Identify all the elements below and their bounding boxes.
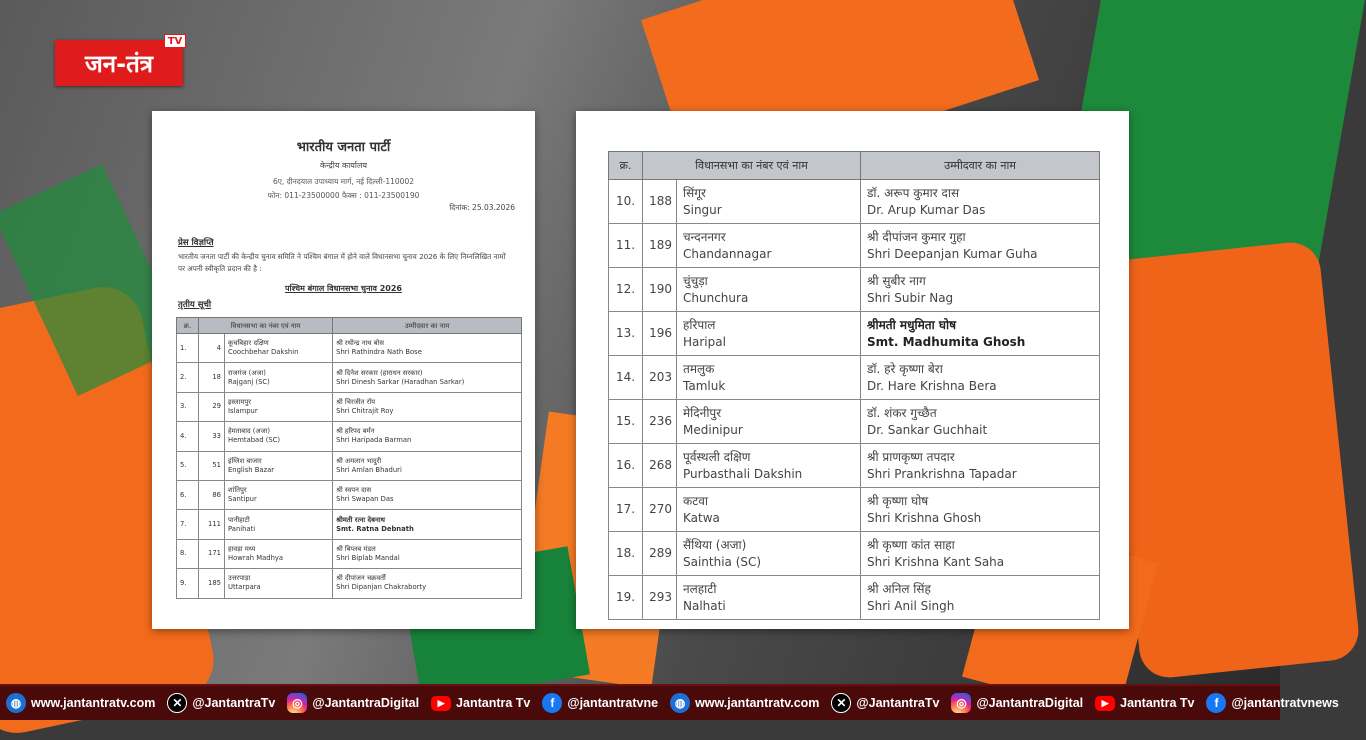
serial-number: 15. — [609, 400, 643, 444]
constituency-number: 270 — [643, 488, 677, 532]
candidate-name-english: Dr. Hare Krishna Bera — [867, 378, 997, 393]
serial-number: 7. — [177, 510, 199, 539]
constituency-name-hindi: राजगंज (अजा) — [228, 368, 266, 377]
constituency-name-hindi: उत्तरपाड़ा — [228, 574, 251, 583]
candidate-name-english: Shri Swapan Das — [336, 495, 394, 504]
candidate-name-hindi: श्री कृष्णा कांत साहा — [867, 537, 955, 552]
candidate-name — [861, 268, 1100, 312]
candidate-name-hindi: श्री अमलान भादुरी — [336, 456, 382, 465]
serial-number: 2. — [177, 363, 199, 392]
constituency-name-hindi: मेदिनीपुर — [683, 405, 722, 420]
ticker-item[interactable] — [1095, 696, 1194, 711]
serial-number: 4. — [177, 422, 199, 451]
web-icon: ◍ — [670, 693, 690, 713]
constituency-name — [677, 356, 861, 400]
candidate-name — [861, 488, 1100, 532]
constituency-number: 190 — [643, 268, 677, 312]
table-row — [177, 451, 522, 480]
table-row — [609, 224, 1100, 268]
candidate-name-english: Shri Amlan Bhaduri — [336, 465, 402, 474]
candidate-name — [333, 422, 522, 451]
constituency-number: 196 — [643, 312, 677, 356]
constituency-name — [677, 488, 861, 532]
constituency-name-hindi: सिंगूर — [683, 185, 706, 200]
candidate-name-english: Shri Chitrajit Roy — [336, 406, 394, 415]
constituency-name-english: Nalhati — [683, 598, 726, 613]
candidate-name-hindi: श्री अनिल सिंह — [867, 581, 931, 596]
serial-number: 5. — [177, 451, 199, 480]
candidate-name-english: Shri Rathindra Nath Bose — [336, 348, 422, 357]
ticker-text: @jantantratvnews — [1231, 696, 1339, 710]
constituency-name-hindi: नलहाटी — [683, 581, 717, 596]
constituency-name — [677, 532, 861, 576]
candidate-name-english: Shri Dipanjan Chakraborty — [336, 583, 427, 592]
press-release-page-1 — [152, 111, 535, 629]
constituency-name — [225, 539, 333, 568]
candidate-name-english: Shri Subir Nag — [867, 290, 954, 305]
constituency-name — [225, 569, 333, 598]
ticker-text: www.jantantratv.com — [31, 696, 156, 710]
press-release-body: भारतीय जनता पार्टी की केन्द्रीय चुनाव समिति ने पश्चिम बंगाल में होने वाले विधानसभा चुनाव 2026 के लिए निम्नलिखित नामों पर अपनी स्वीकृति प्रदान की है : — [178, 252, 506, 273]
candidate-name-english: Shri Anil Singh — [867, 598, 955, 613]
table-row — [177, 363, 522, 392]
channel-logo: जन-तंत्र — [55, 40, 183, 86]
ticker-text: @JantantraDigital — [976, 696, 1084, 710]
ticker-item[interactable] — [831, 693, 939, 713]
channel-logo-badge: TV — [164, 34, 186, 48]
candidate-name-english: Shri Dinesh Sarkar (Haradhan Sarkar) — [336, 377, 465, 386]
ticker-item[interactable] — [951, 693, 1083, 713]
table-row — [609, 356, 1100, 400]
facebook-icon: f — [542, 693, 562, 713]
serial-number: 12. — [609, 268, 643, 312]
table-row — [177, 510, 522, 539]
candidate-name-english: Shri Haripada Barman — [336, 436, 412, 445]
ticker-text: @jantantratvne — [567, 696, 659, 710]
constituency-name-english: Uttarpara — [228, 583, 261, 592]
constituency-name-hindi: सैंथिया (अजा) — [683, 537, 747, 552]
office-address: 6ए, दीनदयाल उपाध्याय मार्ग, नई दिल्ली-110002 — [273, 177, 414, 186]
serial-number: 13. — [609, 312, 643, 356]
ticker-item[interactable] — [167, 693, 275, 713]
constituency-number: 18 — [199, 363, 225, 392]
ticker-item[interactable] — [6, 693, 155, 713]
release-date: दिनांक: 25.03.2026 — [449, 203, 515, 212]
serial-number: 6. — [177, 480, 199, 509]
candidate-name — [861, 224, 1100, 268]
constituency-name-english: Coochbehar Dakshin — [228, 348, 299, 357]
constituency-name-english: Singur — [683, 202, 722, 217]
ticker-item[interactable] — [1206, 693, 1338, 713]
candidate-name — [333, 539, 522, 568]
constituency-name-english: Katwa — [683, 510, 720, 525]
ticker-text: @JantantraDigital — [312, 696, 420, 710]
candidate-name-hindi: श्री चिरजीत रॉय — [336, 397, 376, 406]
constituency-name-english: Islampur — [228, 406, 258, 415]
ticker-item[interactable] — [542, 693, 658, 713]
candidate-name-hindi: श्री दीपांजन कुमार गुहा — [867, 229, 966, 244]
table-row — [609, 312, 1100, 356]
constituency-name-english: Panihati — [228, 524, 256, 533]
table-row — [609, 488, 1100, 532]
table-row — [609, 576, 1100, 620]
ticker-text: Jantantra Tv — [456, 696, 531, 710]
candidate-name-hindi: श्री बिप्लब मंडल — [336, 544, 376, 553]
constituency-name-hindi: तमलुक — [683, 361, 715, 376]
candidate-name-hindi: श्री रथीन्द्र नाथ बोस — [336, 339, 384, 348]
x-icon: ✕ — [167, 693, 187, 713]
social-ticker — [0, 684, 1339, 720]
candidate-name — [333, 392, 522, 421]
candidate-name — [333, 480, 522, 509]
constituency-name-hindi: इस्लामपुर — [228, 397, 252, 406]
candidate-name-hindi: श्रीमती रत्ना देबनाथ — [336, 515, 385, 524]
list-title: तृतीय सूची — [178, 300, 212, 310]
press-release-label: प्रेस विज्ञप्ति — [178, 238, 214, 248]
ticker-item[interactable] — [287, 693, 419, 713]
candidate-name-hindi: डॉ. हरे कृष्णा बेरा — [867, 361, 943, 376]
candidate-name-hindi: श्री कृष्णा घोष — [867, 493, 929, 508]
office-phone: फोन: 011-23500000 फैक्स : 011-23500190 — [267, 191, 420, 200]
candidate-name — [333, 334, 522, 363]
candidate-name — [861, 444, 1100, 488]
table-row — [609, 532, 1100, 576]
constituency-number: 51 — [199, 451, 225, 480]
candidate-name-english: Smt. Ratna Debnath — [336, 524, 414, 533]
constituency-name-english: Chunchura — [683, 290, 749, 305]
candidate-name-english: Shri Deepanjan Kumar Guha — [867, 246, 1038, 261]
candidate-name — [861, 356, 1100, 400]
candidate-name-english: Shri Prankrishna Tapadar — [867, 466, 1017, 481]
candidate-name-hindi: डॉ. शंकर गुच्छैत — [867, 405, 937, 420]
constituency-name — [225, 480, 333, 509]
constituency-name-english: Tamluk — [683, 378, 726, 393]
serial-number: 1. — [177, 334, 199, 363]
table-row — [177, 392, 522, 421]
constituency-name-hindi: हेमताबाद (अजा) — [228, 427, 271, 436]
ticker-item[interactable] — [670, 693, 819, 713]
instagram-icon: ◎ — [287, 693, 307, 713]
table-row — [177, 539, 522, 568]
ticker-text: @JantantraTv — [192, 696, 276, 710]
table-row — [609, 268, 1100, 312]
candidate-table-right — [608, 151, 1100, 620]
candidate-name-hindi: श्रीमती मधुमिता घोष — [867, 317, 957, 332]
youtube-icon: ▶ — [431, 696, 451, 711]
candidate-name — [861, 312, 1100, 356]
constituency-number: 185 — [199, 569, 225, 598]
ticker-text: Jantantra Tv — [1120, 696, 1195, 710]
constituency-number: 236 — [643, 400, 677, 444]
constituency-number: 33 — [199, 422, 225, 451]
candidate-name — [333, 510, 522, 539]
candidate-name-english: Smt. Madhumita Ghosh — [867, 334, 1026, 349]
serial-number: 17. — [609, 488, 643, 532]
constituency-name-english: Sainthia (SC) — [683, 554, 762, 569]
facebook-icon: f — [1206, 693, 1226, 713]
press-release-page-2 — [576, 111, 1129, 629]
office-name: केन्द्रीय कार्यालय — [319, 161, 368, 170]
constituency-name — [225, 510, 333, 539]
col-header-candidate: उम्मीदवार का नाम — [861, 152, 1100, 180]
constituency-number: 86 — [199, 480, 225, 509]
constituency-name-english: Santipur — [228, 495, 257, 504]
election-subtitle: पश्चिम बंगाल विधानसभा चुनाव 2026 — [285, 284, 402, 293]
constituency-name-hindi: शांतिपुर — [228, 486, 247, 495]
table-row — [177, 569, 522, 598]
org-name: भारतीय जनता पार्टी — [296, 140, 391, 155]
candidate-table-left — [176, 317, 522, 599]
table-row — [609, 444, 1100, 488]
constituency-number: 188 — [643, 180, 677, 224]
candidate-name-hindi: श्री हरिपद बर्मन — [336, 427, 375, 436]
ticker-item[interactable] — [431, 696, 530, 711]
candidate-name-english: Shri Krishna Ghosh — [867, 510, 982, 525]
serial-number: 3. — [177, 392, 199, 421]
constituency-number: 29 — [199, 392, 225, 421]
candidate-name-english: Shri Krishna Kant Saha — [867, 554, 1005, 569]
table-row — [609, 400, 1100, 444]
candidate-name-english: Dr. Sankar Guchhait — [867, 422, 988, 437]
candidate-name — [333, 451, 522, 480]
candidate-name — [861, 180, 1100, 224]
constituency-name-english: Purbasthali Dakshin — [683, 466, 803, 481]
candidate-name — [333, 363, 522, 392]
candidate-name — [861, 400, 1100, 444]
constituency-name — [225, 363, 333, 392]
constituency-name — [677, 576, 861, 620]
serial-number: 11. — [609, 224, 643, 268]
constituency-number: 289 — [643, 532, 677, 576]
candidate-name — [861, 532, 1100, 576]
constituency-name-hindi: हरिपाल — [683, 317, 716, 332]
constituency-name-hindi: कटवा — [683, 493, 709, 508]
x-icon: ✕ — [831, 693, 851, 713]
constituency-number: 4 — [199, 334, 225, 363]
constituency-name — [225, 451, 333, 480]
serial-number: 14. — [609, 356, 643, 400]
constituency-name-english: Medinipur — [683, 422, 743, 437]
youtube-icon: ▶ — [1095, 696, 1115, 711]
serial-number: 16. — [609, 444, 643, 488]
web-icon: ◍ — [6, 693, 26, 713]
candidate-name-hindi: श्री दिनेश सरकार (हाराधन सरकार) — [336, 368, 423, 377]
constituency-name — [677, 224, 861, 268]
serial-number: 18. — [609, 532, 643, 576]
constituency-name — [677, 180, 861, 224]
constituency-number: 203 — [643, 356, 677, 400]
instagram-icon: ◎ — [951, 693, 971, 713]
constituency-name-hindi: चुंचुड़ा — [683, 273, 708, 288]
constituency-name-english: Chandannagar — [683, 246, 772, 261]
serial-number: 8. — [177, 539, 199, 568]
constituency-name-english: Hemtabad (SC) — [228, 436, 281, 445]
constituency-number: 111 — [199, 510, 225, 539]
serial-number: 19. — [609, 576, 643, 620]
constituency-name-hindi: चन्दननगर — [683, 229, 726, 244]
candidate-name — [333, 569, 522, 598]
col-header-serial: क्र. — [177, 318, 199, 334]
constituency-name-hindi: इंग्लिश बाजार — [228, 456, 262, 465]
constituency-name — [225, 392, 333, 421]
constituency-name-english: Rajganj (SC) — [228, 377, 270, 386]
candidate-name — [861, 576, 1100, 620]
serial-number: 10. — [609, 180, 643, 224]
candidate-name-hindi: श्री स्वपन दास — [336, 486, 372, 495]
constituency-name-hindi: पूर्वस्थली दक्षिण — [683, 449, 751, 464]
table-row — [177, 422, 522, 451]
col-header-constituency: विधानसभा का नंबर एवं नाम — [643, 152, 861, 180]
col-header-serial: क्र. — [609, 152, 643, 180]
candidate-name-hindi: श्री प्राणकृष्ण तपदार — [867, 449, 955, 464]
constituency-number: 268 — [643, 444, 677, 488]
col-header-constituency: विधानसभा का नंबर एवं नाम — [199, 318, 333, 334]
constituency-name-english: English Bazar — [228, 465, 275, 474]
candidate-name-hindi: श्री सुबीर नाग — [867, 273, 926, 288]
candidate-name-hindi: श्री दीपांजन चक्रवर्ती — [336, 574, 386, 583]
constituency-name — [225, 334, 333, 363]
constituency-name-english: Howrah Madhya — [228, 553, 284, 562]
constituency-name — [677, 312, 861, 356]
candidate-name-english: Shri Biplab Mandal — [336, 553, 400, 562]
ticker-text: www.jantantratv.com — [695, 696, 820, 710]
constituency-number: 189 — [643, 224, 677, 268]
col-header-candidate: उम्मीदवार का नाम — [333, 318, 522, 334]
constituency-name-hindi: हावड़ा मध्य — [228, 544, 256, 553]
constituency-name — [225, 422, 333, 451]
constituency-name — [677, 444, 861, 488]
constituency-name — [677, 400, 861, 444]
constituency-name — [677, 268, 861, 312]
table-row — [177, 480, 522, 509]
constituency-name-english: Haripal — [683, 334, 726, 349]
constituency-name-hindi: कूचबिहार दक्षिण — [228, 339, 269, 348]
constituency-number: 171 — [199, 539, 225, 568]
candidate-name-english: Dr. Arup Kumar Das — [867, 202, 986, 217]
serial-number: 9. — [177, 569, 199, 598]
table-row — [177, 334, 522, 363]
table-row — [609, 180, 1100, 224]
candidate-name-hindi: डॉ. अरूप कुमार दास — [867, 185, 960, 200]
constituency-number: 293 — [643, 576, 677, 620]
ticker-text: @JantantraTv — [856, 696, 940, 710]
constituency-name-hindi: पानीहाटी — [228, 515, 250, 524]
